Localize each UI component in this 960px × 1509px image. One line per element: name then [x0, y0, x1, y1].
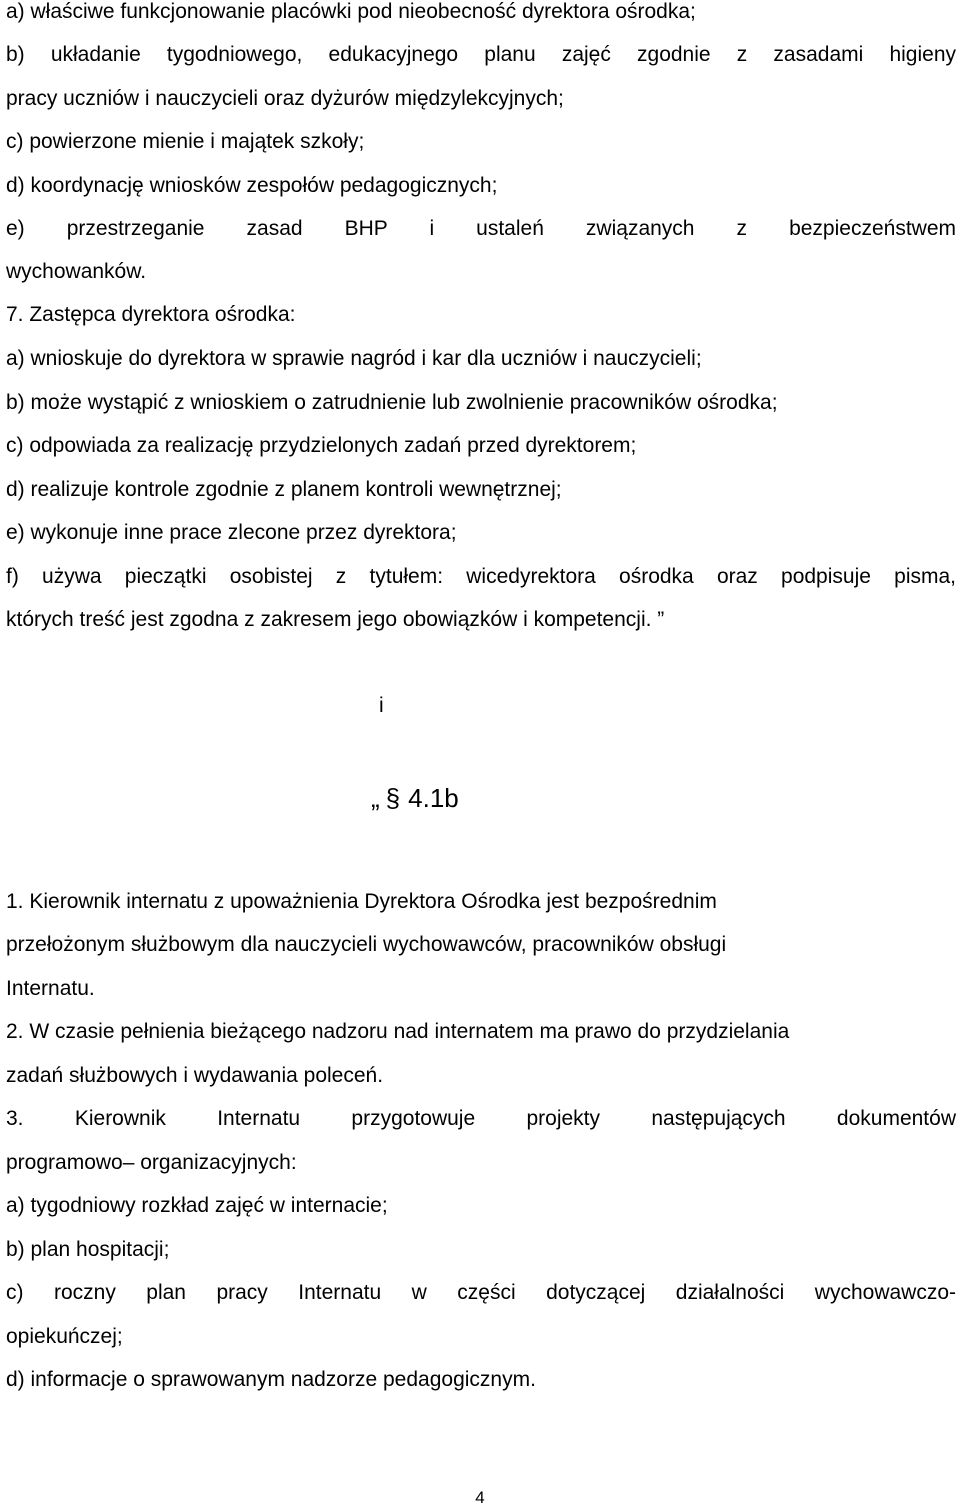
text-line: b) plan hospitacji;: [6, 1238, 170, 1261]
text-line: opiekuńczej;: [6, 1325, 123, 1348]
text-line: Internatu.: [6, 977, 95, 1000]
text-line: przełożonym służbowym dla nauczycieli wychowawców, pracowników obsługi: [6, 933, 727, 956]
text-line: 2. W czasie pełnienia bieżącego nadzoru nad internatem ma prawo do przydzielania: [6, 1020, 790, 1043]
text-line: b) układanie tygodniowego, edukacyjnego planu zajęć zgodnie z zasadami higieny: [6, 43, 956, 66]
opening-quote: „: [371, 783, 380, 813]
text-line: b) może wystąpić z wnioskiem o zatrudnienie lub zwolnienie pracowników ośrodka;: [6, 391, 778, 414]
text-line: zadań służbowych i wydawania poleceń.: [6, 1064, 384, 1087]
section-sign: §: [385, 783, 401, 813]
text-line: c) odpowiada za realizację przydzielonych zadań przed dyrektorem;: [6, 434, 637, 457]
text-line: c) roczny plan pracy Internatu w części dotyczącej działalności wychowawczo-: [6, 1281, 956, 1304]
text-line: wychowanków.: [6, 260, 147, 283]
text-line: 1. Kierownik internatu z upoważnienia Dyrektora Ośrodka jest bezpośrednim: [6, 890, 717, 913]
section-heading: 7. Zastępca dyrektora ośrodka:: [6, 303, 296, 326]
text-line: d) informacje o sprawowanym nadzorze pedagogicznym.: [6, 1368, 536, 1391]
section-number: 4.1b: [408, 783, 459, 813]
text-line: 3. Kierownik Internatu przygotowuje projekty następujących dokumentów: [6, 1107, 956, 1130]
text-line: a) tygodniowy rozkład zajęć w internacie;: [6, 1194, 388, 1217]
page-number: 4: [475, 1488, 485, 1507]
text-line: programowo– organizacyjnych:: [6, 1151, 297, 1174]
text-line: d) koordynację wniosków zespołów pedagogicznych;: [6, 174, 498, 197]
text-line: a) właściwe funkcjonowanie placówki pod nieobecność dyrektora ośrodka;: [6, 0, 696, 23]
text-line: f) używa pieczątki osobistej z tytułem: wicedyrektora ośrodka oraz podpisuje pisma,: [6, 565, 956, 588]
text-line: c) powierzone mienie i majątek szkoły;: [6, 130, 365, 153]
centered-letter: i: [379, 694, 384, 717]
text-line: a) wnioskuje do dyrektora w sprawie nagród i kar dla uczniów i nauczycieli;: [6, 347, 702, 370]
text-line: pracy uczniów i nauczycieli oraz dyżurów międzylekcyjnych;: [6, 87, 564, 110]
text-line: e) wykonuje inne prace zlecone przez dyrektora;: [6, 521, 457, 544]
text-line: których treść jest zgodna z zakresem jego obowiązków i kompetencji. ”: [6, 608, 665, 631]
section-marker: [371, 783, 459, 813]
text-line: d) realizuje kontrole zgodnie z planem kontroli wewnętrznej;: [6, 478, 562, 501]
text-line: e) przestrzeganie zasad BHP i ustaleń związanych z bezpieczeństwem: [6, 217, 956, 240]
